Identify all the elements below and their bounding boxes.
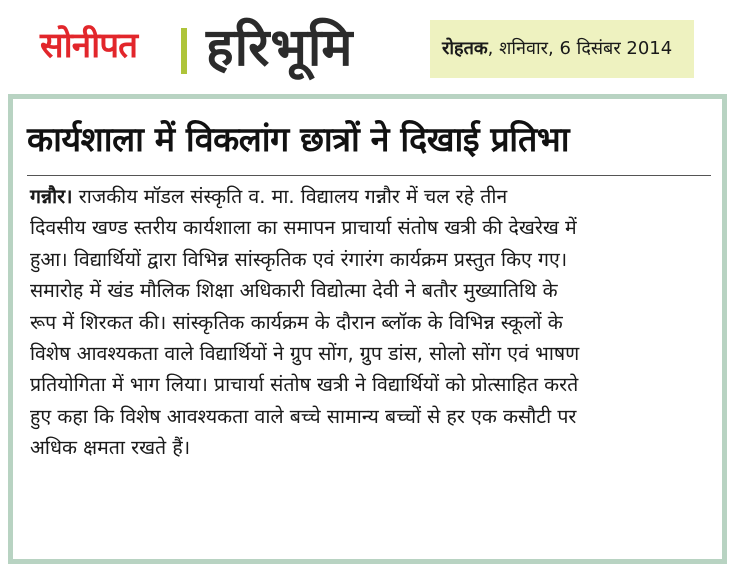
article-place: गन्नौर। bbox=[30, 185, 73, 208]
article-body bbox=[30, 181, 714, 464]
article-line: प्रतियोगिता में भाग लिया। प्राचार्या संतोष खत्री ने विद्यार्थियों को प्रोत्साहित करते bbox=[30, 373, 579, 397]
article-line-text: राजकीय मॉडल संस्कृति व. मा. विद्यालय गन्नौर में चल रहे तीन bbox=[72, 185, 508, 208]
article-line: रूप में शिरकत की। सांस्कृतिक कार्यक्रम के दौरान ब्लॉक के विभिन्न स्कूलों के bbox=[30, 310, 563, 334]
headline-rule bbox=[27, 175, 711, 176]
article-line: दिवसीय खण्ड स्तरीय कार्यशाला का समापन प्राचार्या संतोष खत्री की देखरेख में bbox=[30, 216, 577, 240]
dateline-date: , शनिवार, 6 दिसंबर 2014 bbox=[487, 38, 673, 59]
article-line: समारोह में खंड मौलिक शिक्षा अधिकारी विद्योत्मा देवी ने बतौर मुख्यातिथि के bbox=[30, 279, 558, 303]
newspaper-logo: हरिभूमि bbox=[206, 18, 354, 78]
article-line: अधिक क्षमता रखते हैं। bbox=[30, 436, 191, 460]
article-line bbox=[30, 181, 714, 212]
dateline bbox=[442, 35, 672, 63]
article-line: हुआ। विद्यार्थियों द्वारा विभिन्न सांस्कृतिक एवं रंगारंग कार्यक्रम प्रस्तुत किए गए। bbox=[30, 247, 568, 271]
article-headline: कार्यशाला में विकलांग छात्रों ने दिखाई प्रतिभा bbox=[27, 120, 570, 160]
masthead-separator bbox=[181, 28, 187, 74]
article-line: विशेष आवश्यकता वाले विद्यार्थियों ने ग्रुप सोंग, ग्रुप डांस, सोलो सोंग एवं भाषण bbox=[30, 341, 580, 365]
dateline-box bbox=[430, 20, 694, 78]
edition-name: सोनीपत bbox=[40, 25, 138, 66]
article-line: हुए कहा कि विशेष आवश्यकता वाले बच्चे सामान्य बच्चों से हर एक कसौटी पर bbox=[30, 404, 577, 428]
masthead bbox=[0, 0, 735, 92]
dateline-city: रोहतक bbox=[442, 38, 488, 59]
article-frame bbox=[8, 94, 727, 564]
article bbox=[13, 99, 722, 559]
